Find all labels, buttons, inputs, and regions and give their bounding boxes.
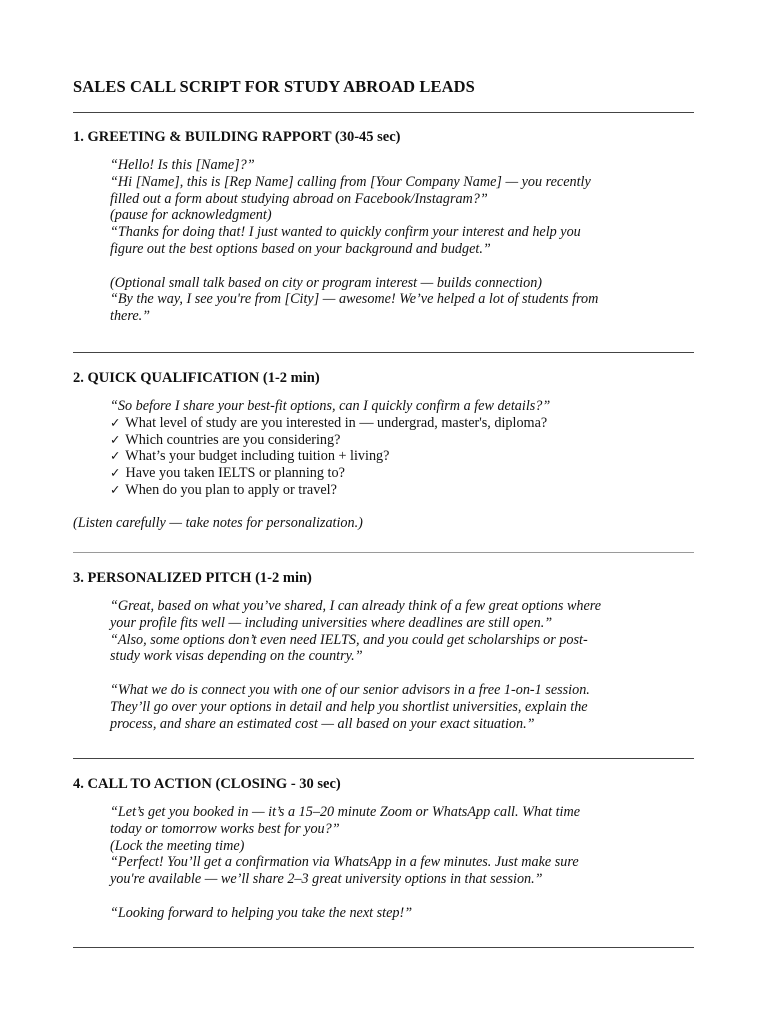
closing-script (110, 804, 670, 922)
script-line: “What we do is connect you with one of our senior advisors in a free 1-on-1 session. (110, 681, 590, 698)
checklist-item (110, 448, 670, 465)
checkmark-icon: ✓ (110, 465, 121, 481)
section-heading-pitch: 3. PERSONALIZED PITCH (1-2 min) (73, 570, 312, 586)
stage-direction: (Lock the meeting time) (110, 837, 245, 854)
greeting-script (110, 157, 670, 325)
section-heading-qualification: 2. QUICK QUALIFICATION (1-2 min) (73, 370, 320, 386)
script-line: filled out a form about studying abroad on Facebook/Instagram?” (110, 190, 488, 207)
divider (73, 352, 694, 353)
checkmark-icon: ✓ (110, 431, 121, 447)
script-line: “So before I share your best-fit options, can I quickly confirm a few details?” (110, 398, 551, 414)
checklist-item-label: Which countries are you considering? (125, 431, 341, 448)
script-line: today or tomorrow works best for you?” (110, 820, 340, 837)
checklist-item-label: Have you taken IELTS or planning to? (125, 465, 345, 482)
script-line: “Perfect! You’ll get a confirmation via WhatsApp in a few minutes. Just make sure (110, 854, 579, 871)
script-line: “Also, some options don’t even need IELTS, and you could get scholarships or post- (110, 631, 588, 648)
checklist-item-label: What level of study are you interested in — undergrad, master's, diploma? (125, 414, 548, 431)
script-line: “Great, based on what you’ve shared, I can already think of a few great options where (110, 598, 602, 614)
script-line: They’ll go over your options in detail and help you shortlist universities, explain the (110, 698, 588, 715)
section-heading-greeting: 1. GREETING & BUILDING RAPPORT (30-45 sec) (73, 129, 401, 145)
script-line: process, and share an estimated cost — all based on your exact situation.” (110, 715, 535, 732)
checkmark-icon: ✓ (110, 414, 121, 430)
divider (73, 112, 694, 113)
checklist-item-label: When do you plan to apply or travel? (125, 481, 337, 498)
stage-direction: (Listen carefully — take notes for personalization.) (73, 515, 363, 531)
stage-direction: (pause for acknowledgment) (110, 207, 272, 224)
divider (73, 758, 694, 759)
checklist-item (110, 432, 670, 449)
checkmark-icon: ✓ (110, 481, 121, 497)
qualification-note (73, 515, 673, 532)
checkmark-icon: ✓ (110, 448, 121, 464)
script-line: “Hello! Is this [Name]?” (110, 157, 255, 173)
script-line: study work visas depending on the country.” (110, 648, 363, 665)
script-line: “Hi [Name], this is [Rep Name] calling from [Your Company Name] — you recently (110, 173, 591, 190)
divider (73, 552, 694, 553)
pitch-script (110, 598, 670, 732)
qualification-script (110, 398, 670, 499)
checklist-item (110, 482, 670, 499)
script-line: “Looking forward to helping you take the next step!” (110, 904, 413, 921)
stage-direction: (Optional small talk based on city or program interest — builds connection) (110, 274, 543, 291)
script-line: “Thanks for doing that! I just wanted to quickly confirm your interest and help you (110, 224, 581, 241)
script-line: “By the way, I see you're from [City] — awesome! We’ve helped a lot of students from (110, 291, 599, 308)
document-title: SALES CALL SCRIPT FOR STUDY ABROAD LEADS (73, 77, 475, 96)
script-line: you're available — we’ll share 2–3 great university options in that session.” (110, 871, 543, 888)
checklist-item (110, 415, 670, 432)
section-heading-call-to-action: 4. CALL TO ACTION (CLOSING - 30 sec) (73, 776, 341, 792)
script-line: there.” (110, 308, 151, 325)
script-line: “Let’s get you booked in — it’s a 15–20 minute Zoom or WhatsApp call. What time (110, 804, 581, 820)
script-line: figure out the best options based on your background and budget.” (110, 240, 491, 257)
checklist-item-label: What’s your budget including tuition + living? (125, 448, 390, 465)
checklist-item (110, 465, 670, 482)
script-line: your profile fits well — including universities where deadlines are still open.” (110, 614, 553, 631)
divider (73, 947, 694, 948)
